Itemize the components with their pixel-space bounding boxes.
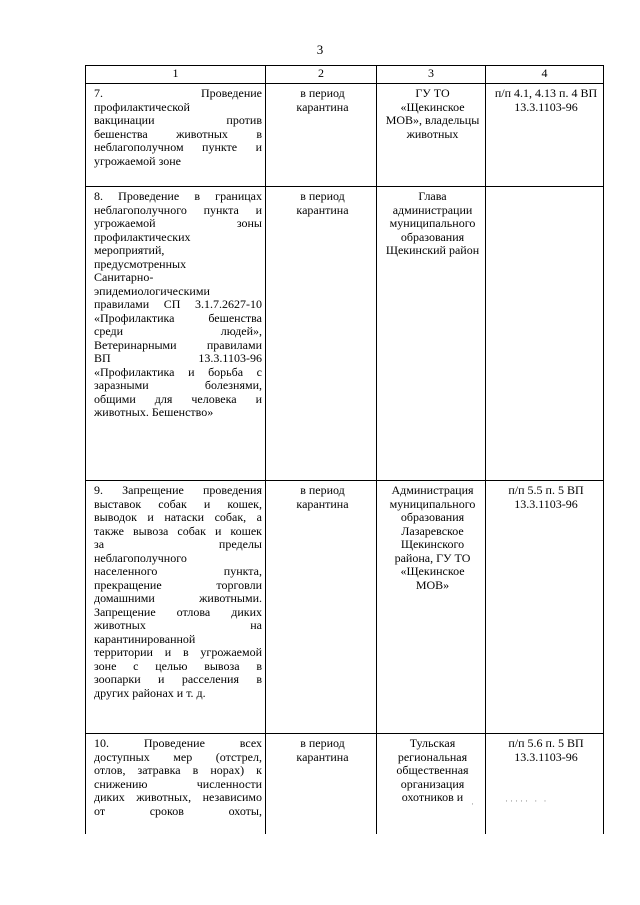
measure-line: предусмотренных <box>94 256 187 271</box>
measure-line: зоне с целью вывоза в <box>94 658 262 673</box>
header-col-2: 2 <box>266 66 377 84</box>
measure-line: карантинированной <box>94 631 196 646</box>
measure-line: животных на <box>94 618 262 632</box>
measure-line: домашними животными. <box>94 591 262 605</box>
measure-line: угрожаемой зоне <box>94 153 181 168</box>
table-row <box>86 187 604 481</box>
period-cell: в период карантина <box>266 481 377 734</box>
measure-line: доступных мер (отстрел, <box>94 749 262 764</box>
reference-cell: п/п 4.1, 4.13 п. 4 ВП 13.3.1103-96 <box>486 84 604 187</box>
measure-description <box>86 481 266 734</box>
measure-line: 8. Проведение в границах <box>94 189 262 203</box>
measure-line: животных. Бешенство» <box>94 405 214 419</box>
reference-cell: п/п 5.5 п. 5 ВП 13.3.1103-96 <box>486 481 604 734</box>
measure-line: прекращение торговли <box>94 577 262 592</box>
measure-line: бешенства животных в <box>94 126 262 141</box>
measure-line: 9. Запрещение проведения <box>94 483 262 497</box>
reference-cell: п/п 5.6 п. 5 ВП 13.3.1103-96 <box>486 734 604 834</box>
measure-line: среди людей», <box>94 324 262 338</box>
measures-table <box>85 65 604 834</box>
page-number: 3 <box>316 42 324 57</box>
table-header-row <box>86 66 604 84</box>
measure-line: снижению численности <box>94 776 262 791</box>
measure-line: мероприятий, <box>94 243 165 257</box>
measure-line: Запрещение отлова диких <box>94 604 262 619</box>
measure-line: выводок и натаски собак, а <box>94 510 262 524</box>
measure-line: «Профилактика бешенства <box>94 310 262 325</box>
header-col-3: 3 <box>377 66 486 84</box>
table-row <box>86 84 604 187</box>
measure-line: эпидемиологическими <box>94 283 210 298</box>
period-cell: в период карантина <box>266 187 377 481</box>
measure-description <box>86 734 266 834</box>
scan-artifact: ····· · · <box>505 796 549 806</box>
measure-line: за пределы <box>94 537 262 551</box>
measure-line: Ветеринарными правилами <box>94 337 262 352</box>
measure-line: профилактической <box>94 99 190 114</box>
measure-line: правилами СП 3.1.7.2627-10 <box>94 297 262 311</box>
scan-artifact: · <box>471 799 476 809</box>
measure-line: угрожаемой зоны <box>94 216 262 230</box>
measure-line: вакцинации против <box>94 113 262 127</box>
reference-cell <box>486 187 604 481</box>
table-row <box>86 734 604 834</box>
measure-line: неблагополучном пункте и <box>94 140 262 154</box>
measure-line: от сроков охоты, <box>94 803 262 818</box>
measure-line: неблагополучного пункта и <box>94 202 262 217</box>
measure-line: населенного пункта, <box>94 564 262 578</box>
measure-line: Санитарно- <box>94 270 154 284</box>
measure-line: «Профилактика и борьба с <box>94 364 262 379</box>
responsible-cell: Тульская региональная общественная организация охотников и <box>377 734 486 834</box>
period-cell: в период карантина <box>266 84 377 187</box>
measure-line: также вывоза собак и кошек <box>94 523 262 538</box>
measure-description <box>86 84 266 187</box>
measure-line: 7. Проведение <box>94 86 262 100</box>
measure-description <box>86 187 266 481</box>
responsible-cell: ГУ ТО «Щекинское МОВ», владельцы животных <box>377 84 486 187</box>
period-cell: в период карантина <box>266 734 377 834</box>
measure-line: других районах и т. д. <box>94 685 206 700</box>
responsible-cell: Глава администрации муниципального образования Щекинский район <box>377 187 486 481</box>
measure-line: заразными болезнями, <box>94 378 262 392</box>
measure-line: ВП 13.3.1103-96 <box>94 351 262 365</box>
measure-line: отлов, затравка в норах) к <box>94 763 262 777</box>
measure-line: профилактических <box>94 229 191 244</box>
header-col-1: 1 <box>86 66 266 84</box>
table-row <box>86 481 604 734</box>
measure-line: выставок собак и кошек, <box>94 496 262 511</box>
measure-line: общими для человека и <box>94 391 262 406</box>
measure-line: зоопарки и расселения в <box>94 672 262 686</box>
header-col-4: 4 <box>486 66 604 84</box>
responsible-cell: Администрация муниципального образования Лазаревское Щекинского района, ГУ ТО «Щекинское МОВ» <box>377 481 486 734</box>
measure-line: неблагополучного <box>94 550 187 565</box>
measure-line: 10. Проведение всех <box>94 736 262 750</box>
measure-line: территории и в угрожаемой <box>94 645 262 659</box>
measure-line: диких животных, независимо <box>94 790 262 804</box>
